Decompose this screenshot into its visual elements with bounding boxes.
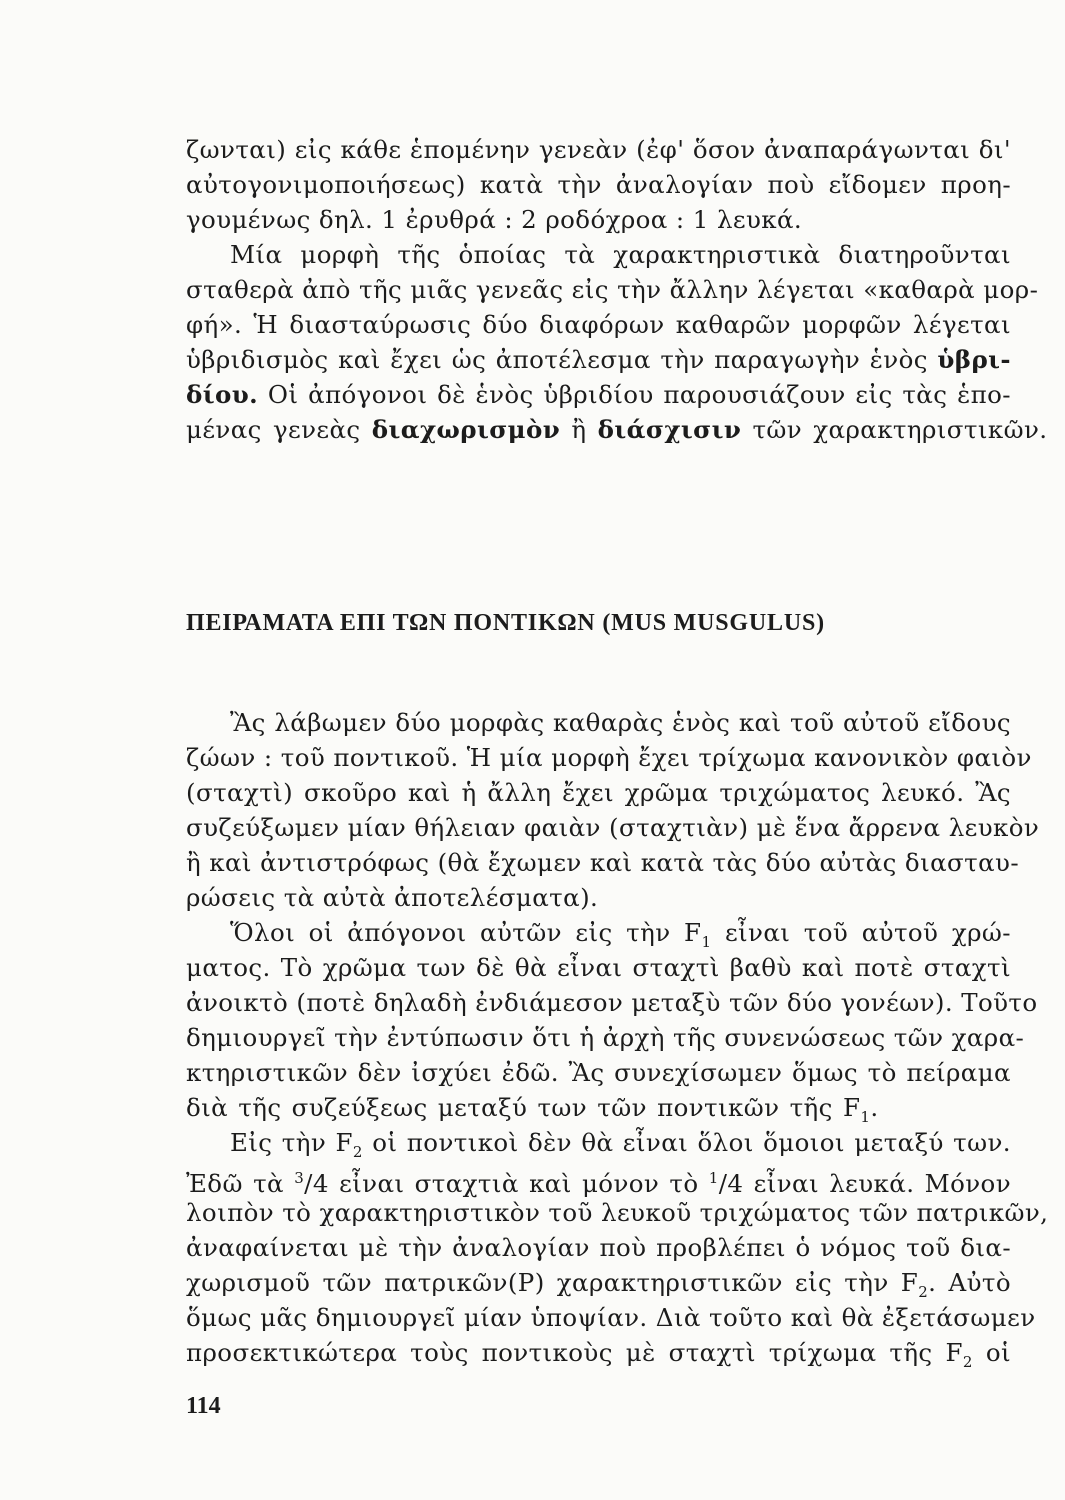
text-line: δίου. Οἱ ἀπόγονοι δὲ ἑνὸς ὑβριδίου παρουσιάζουν εἰς τὰς ἑπο-: [186, 380, 1011, 409]
text-line: ζωνται) εἰς κάθε ἑπομένην γενεὰν (ἐφ' ὅσον ἀναπαράγωνται δι': [186, 135, 1011, 164]
fraction: $^3$/4: [294, 1169, 329, 1199]
text-line: ἢ καὶ ἀντιστρόφως (θὰ ἔχωμεν καὶ κατὰ τὰς δύο αὐτὰς διασταυ-: [186, 848, 1020, 877]
text-line: σταθερὰ ἀπὸ τῆς μιᾶς γενεᾶς εἰς τὴν ἄλλην λέγεται «καθαρὰ μορ-: [186, 275, 1039, 304]
text-line: κτηριστικῶν δὲν ἰσχύει ἐδῶ. Ἂς συνεχίσωμεν ὅμως τὸ πείραμα: [186, 1058, 1011, 1087]
text-line: μένας γενεὰς διαχωρισμὸν ἢ διάσχισιν τῶν χαρακτηριστικῶν.: [186, 415, 1048, 444]
text-line: διὰ τῆς συζεύξεως μεταξύ των τῶν ποντικῶν τῆς $F_1$.: [186, 1093, 879, 1126]
text-line: χωρισμοῦ τῶν πατρικῶν(P) χαρακτηριστικῶν εἰς τὴν $F_2$. Αὐτὸ: [186, 1268, 1011, 1301]
text-line: Ἐδῶ τὰ $^3$/4 εἶναι σταχτιὰ καὶ μόνον τὸ $^1$/4 εἶναι λευκά. Μόνον: [186, 1169, 1011, 1199]
bold-term: ὑβρι-: [937, 345, 1011, 374]
text-line: Ἂς λάβωμεν δύο μορφὰς καθαρὰς ἑνὸς καὶ τοῦ αὐτοῦ εἴδους: [230, 708, 1011, 737]
text-line: ἀναφαίνεται μὲ τὴν ἀναλογίαν ποὺ προβλέπει ὁ νόμος τοῦ δια-: [186, 1233, 1011, 1262]
bold-term: διαχωρισμὸν: [371, 415, 561, 444]
f-symbol: $F_2$: [945, 1338, 973, 1371]
text-line: Ὅλοι οἱ ἀπόγονοι αὐτῶν εἰς τὴν $F_1$ εἶναι τοῦ αὐτοῦ χρώ-: [230, 918, 1011, 951]
text-line: (σταχτὶ) σκοῦρο καὶ ἡ ἄλλη ἔχει χρῶμα τριχώματος λευκό. Ἂς: [186, 778, 1011, 807]
text-line: φή». Ἡ διασταύρωσις δύο διαφόρων καθαρῶν μορφῶν λέγεται: [186, 310, 1011, 339]
bold-term: δίου.: [186, 380, 259, 409]
text-line: ζώων : τοῦ ποντικοῦ. Ἡ μία μορφὴ ἔχει τρίχωμα κανονικὸν φαιὸν: [186, 743, 1032, 772]
f-symbol: $F_2$: [335, 1128, 363, 1161]
text-line: ρώσεις τὰ αὐτὰ ἀποτελέσματα).: [186, 883, 599, 912]
bold-term: διάσχισιν: [597, 415, 742, 444]
text-line: ὅμως μᾶς δημιουργεῖ μίαν ὑποψίαν. Διὰ τοῦτο καὶ θὰ ἐξετάσωμεν: [186, 1303, 1036, 1332]
text-line: δημιουργεῖ τὴν ἐντύπωσιν ὅτι ἡ ἀρχὴ τῆς συνενώσεως τῶν χαρα-: [186, 1023, 1025, 1052]
text-line: Μία μορφὴ τῆς ὁποίας τὰ χαρακτηριστικὰ διατηροῦνται: [230, 240, 1011, 269]
f-symbol: $F_2$: [900, 1268, 929, 1301]
text-line: ἀνοικτὸ (ποτὲ δηλαδὴ ἐνδιάμεσον μεταξὺ τῶν δύο γονέων). Τοῦτο: [186, 988, 1038, 1017]
text-line: λοιπὸν τὸ χαρακτηριστικὸν τοῦ λευκοῦ τριχώματος τῶν πατρικῶν,: [186, 1198, 1049, 1227]
text-line: αὐτογονιμοποιήσεως) κατὰ τὴν ἀναλογίαν ποὺ εἴδομεν προη-: [186, 170, 1011, 199]
f-symbol: $F_1$: [684, 918, 712, 951]
page-number: 114: [186, 1393, 221, 1419]
section-heading: ΠΕΙΡΑΜΑΤΑ ΕΠΙ ΤΩΝ ΠΟΝΤΙΚΩΝ (MUS MUSGULUS): [186, 610, 825, 636]
text-line: Εἰς τὴν $F_2$ οἱ ποντικοὶ δὲν θὰ εἶναι ὅλοι ὅμοιοι μεταξύ των.: [230, 1128, 1011, 1161]
fraction: $^1$/4: [708, 1169, 744, 1199]
f-symbol: $F_1$: [842, 1093, 871, 1126]
text-line: προσεκτικώτερα τοὺς ποντικοὺς μὲ σταχτὶ τρίχωμα τῆς $F_2$ οἱ: [186, 1338, 1011, 1371]
text-line: γουμένως δηλ. 1 ἐρυθρά : 2 ροδόχροα : 1 λευκά.: [186, 205, 803, 234]
text-line: ματος. Τὸ χρῶμα των δὲ θὰ εἶναι σταχτὶ βαθὺ καὶ ποτὲ σταχτὶ: [186, 953, 1011, 982]
text-line: ὑβριδισμὸς καὶ ἔχει ὡς ἀποτέλεσμα τὴν παραγωγὴν ἑνὸς ὑβρι-: [186, 345, 1011, 374]
text-line: συζεύξωμεν μίαν θήλειαν φαιὰν (σταχτιὰν) μὲ ἕνα ἄρρενα λευκὸν: [186, 813, 1040, 842]
